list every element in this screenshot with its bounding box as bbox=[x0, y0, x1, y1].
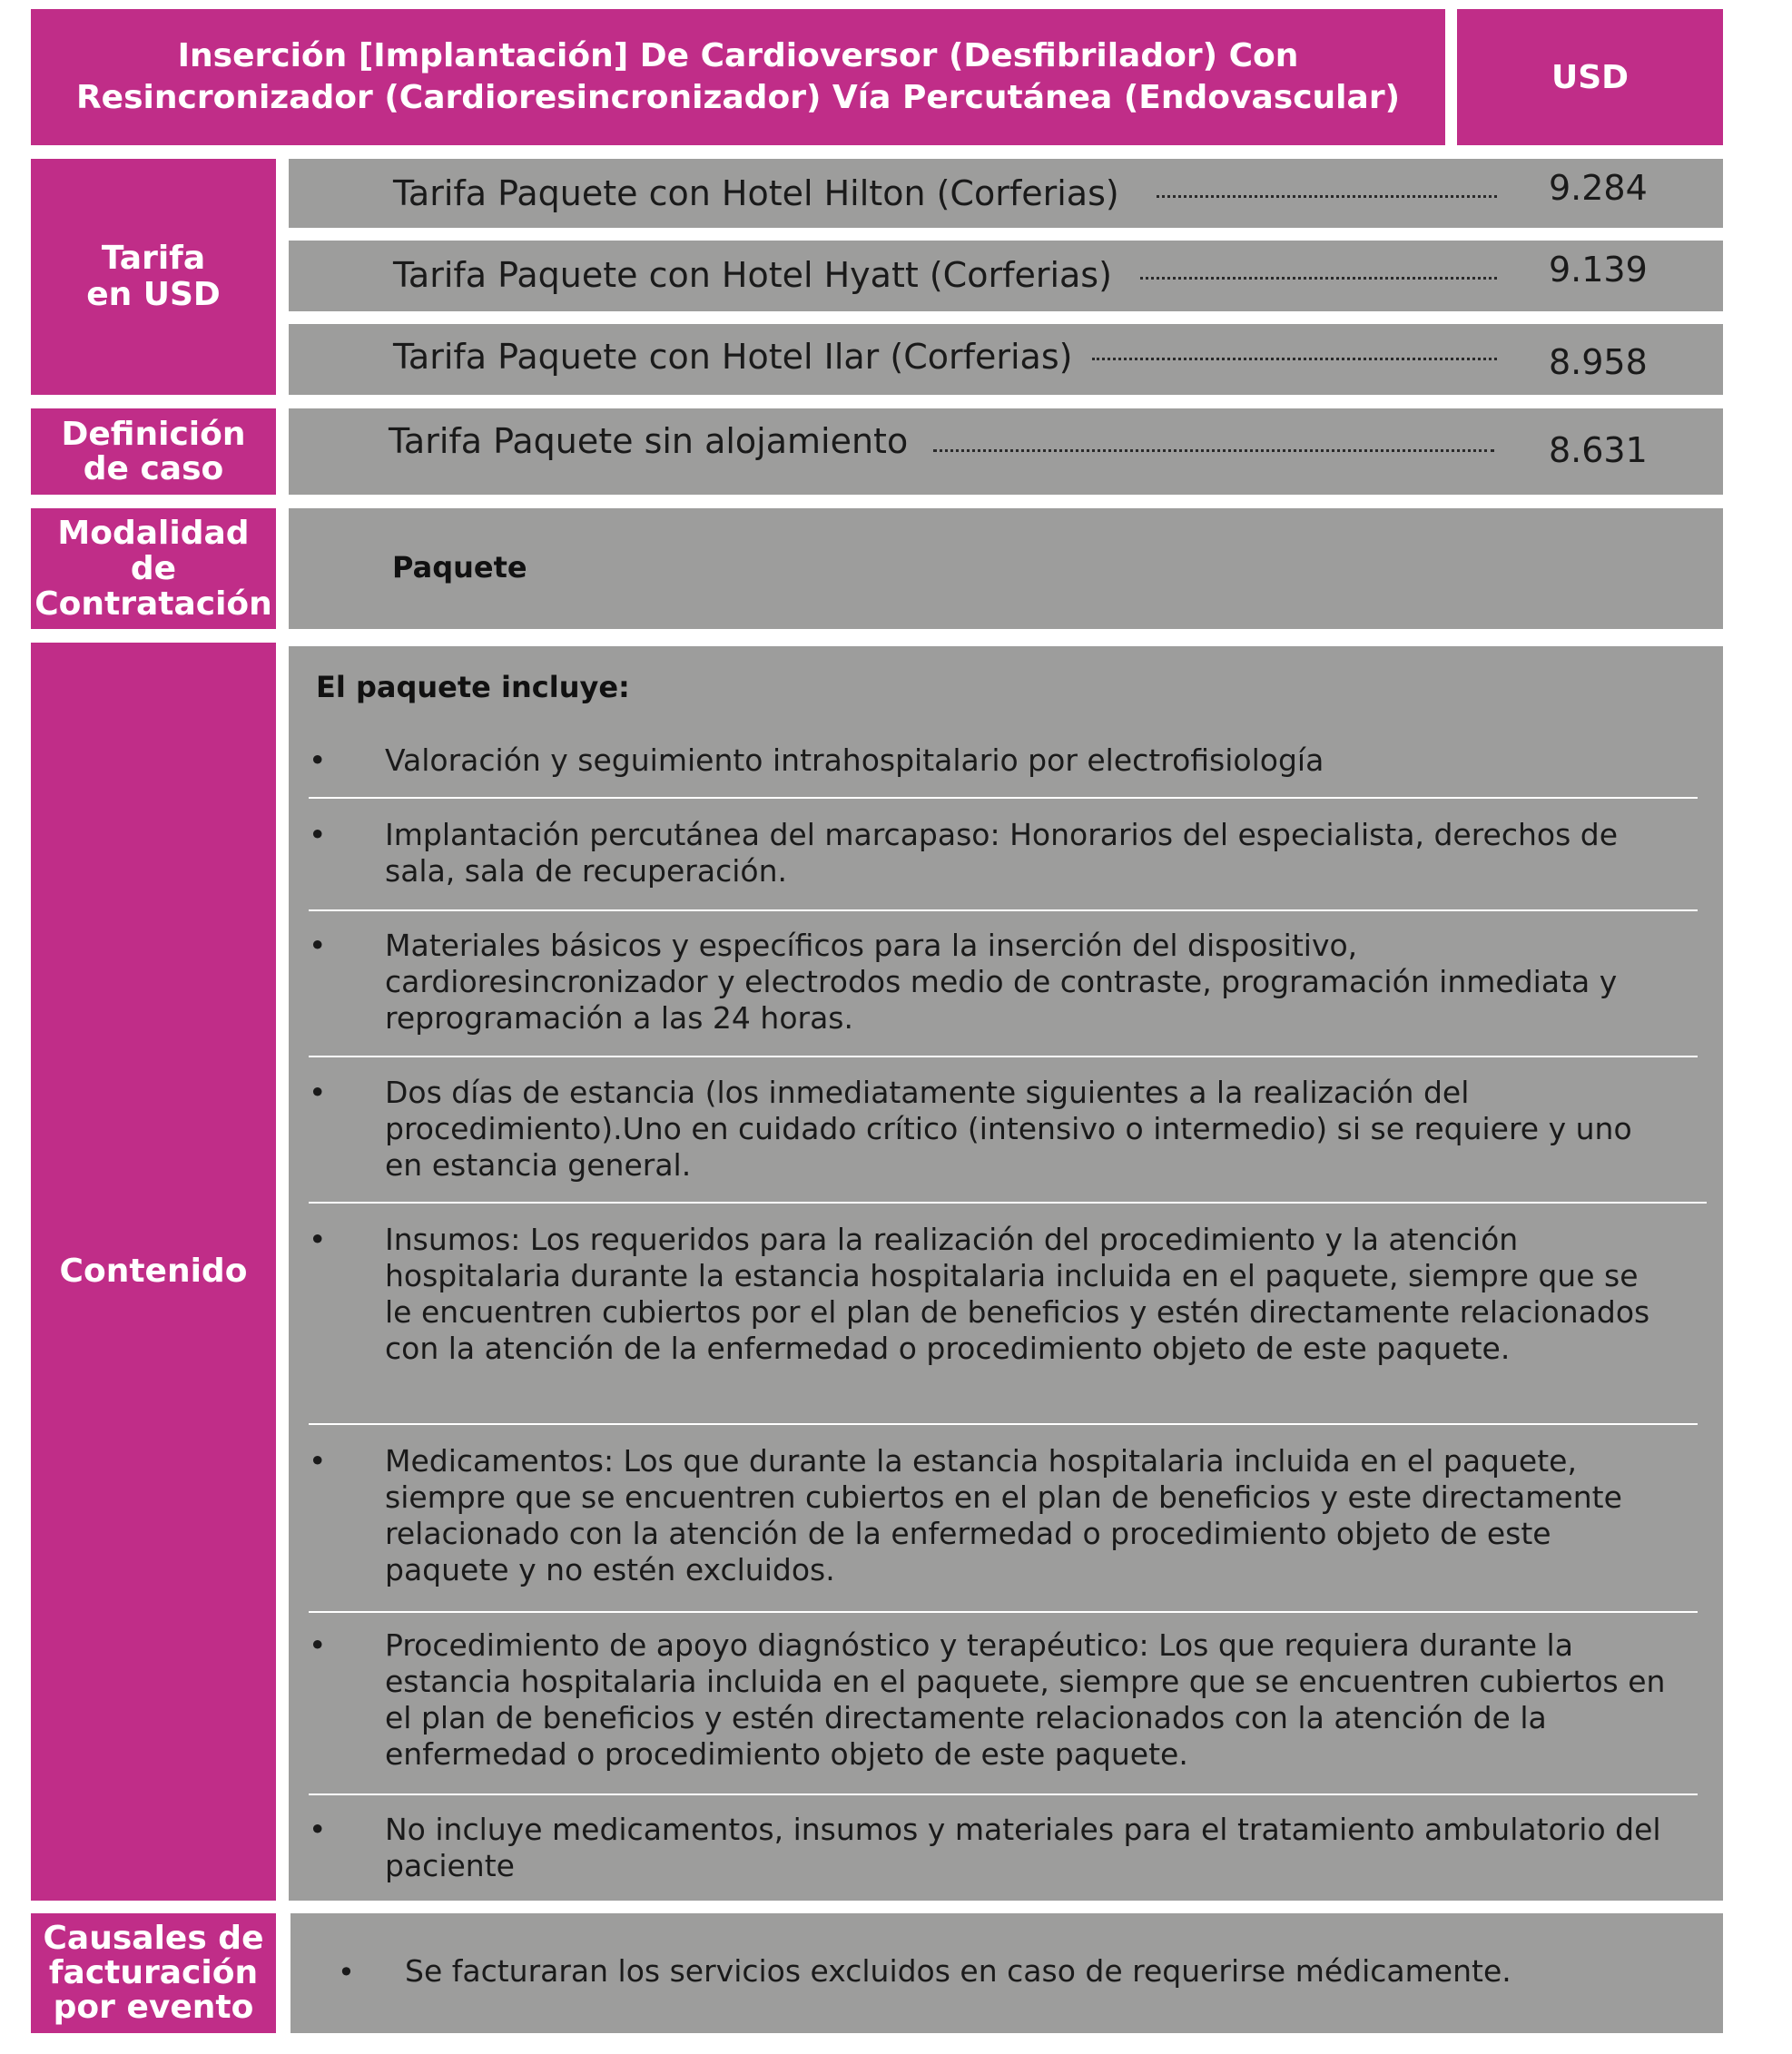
definicion-label-cell bbox=[31, 408, 276, 495]
dotted-leader bbox=[933, 449, 1494, 452]
causales-text: Se facturaran los servicios excluidos en caso de requerirse médicamente. bbox=[405, 1953, 1511, 1989]
rate-value: 8.631 bbox=[1549, 430, 1648, 470]
header-title-cell bbox=[31, 9, 1445, 145]
modalidad-value: Paquete bbox=[392, 550, 527, 585]
rate-label: Tarifa Paquete con Hotel Hyatt (Corferias) bbox=[393, 255, 1112, 295]
header-currency-cell bbox=[1457, 9, 1723, 145]
dotted-leader bbox=[1157, 195, 1497, 198]
rate-value: 9.139 bbox=[1549, 250, 1648, 290]
list-item-text: Implantación percutánea del marcapaso: Honorarios del especialista, derechos de sala, sala de recuperación. bbox=[385, 817, 1619, 889]
contenido-label-cell bbox=[31, 643, 276, 1901]
currency-label: USD bbox=[1551, 58, 1630, 96]
modalidad-label: Modalidad de Contratación bbox=[34, 515, 272, 623]
dotted-leader bbox=[1092, 358, 1497, 360]
bullet-icon: • bbox=[309, 1627, 327, 1663]
divider bbox=[309, 797, 1698, 799]
tarifa-label: Tarifa en USD bbox=[86, 240, 221, 313]
bullet-icon: • bbox=[338, 1955, 355, 1990]
bullet-icon: • bbox=[309, 1443, 327, 1479]
causales-panel bbox=[290, 1913, 1723, 2033]
rate-label: Tarifa Paquete con Hotel Ilar (Corferias) bbox=[393, 337, 1073, 377]
dotted-leader bbox=[1140, 277, 1497, 280]
rate-value: 8.958 bbox=[1549, 342, 1648, 382]
rate-row-hilton bbox=[289, 159, 1723, 228]
divider bbox=[309, 1794, 1698, 1795]
list-item-text: Valoración y seguimiento intrahospitalario por electrofisiología bbox=[385, 742, 1324, 778]
modalidad-label-cell bbox=[31, 508, 276, 629]
bullet-icon: • bbox=[309, 1812, 327, 1847]
rate-row-hyatt bbox=[289, 241, 1723, 311]
rate-row-ilar bbox=[289, 324, 1723, 395]
bullet-icon: • bbox=[309, 1222, 327, 1257]
contenido-heading: El paquete incluye: bbox=[316, 670, 630, 704]
definicion-label: Definición de caso bbox=[61, 415, 246, 487]
rate-label: Tarifa Paquete con Hotel Hilton (Corferias) bbox=[393, 173, 1119, 213]
list-item-text: Medicamentos: Los que durante la estancia hospitalaria incluida en el paquete, siempre que se encuentren cubiertos en el plan de beneficios y este directamente relacionado con la atención de la enfermedad o procedimiento objeto de este paquete y no estén excluidos. bbox=[385, 1443, 1622, 1587]
contenido-label: Contenido bbox=[59, 1253, 248, 1290]
bullet-icon: • bbox=[309, 1075, 327, 1110]
list-item-text: Insumos: Los requeridos para la realización del procedimiento y la atención hospitalaria durante la estancia hospitalaria incluida en el paquete, siempre que se le encuentren cubiertos por el plan de beneficios y estén directamente relacionados con la atención de la enfermedad o procedimiento objeto de este paquete. bbox=[385, 1222, 1650, 1366]
list-item-text: No incluye medicamentos, insumos y materiales para el tratamiento ambulatorio del paciente bbox=[385, 1812, 1661, 1883]
rate-row-sin-alojamiento bbox=[289, 408, 1723, 495]
modalidad-value-cell bbox=[289, 508, 1723, 629]
divider bbox=[309, 909, 1698, 911]
divider bbox=[309, 1202, 1707, 1204]
causales-label: Causales de facturación por evento bbox=[43, 1920, 264, 2026]
page-title: Inserción [Implantación] De Cardioversor (Desfibrilador) Con Resincronizador (Cardioresincronizador) Vía Percutánea (Endovascular) bbox=[75, 37, 1401, 116]
divider bbox=[309, 1611, 1698, 1613]
divider bbox=[309, 1056, 1698, 1057]
bullet-icon: • bbox=[309, 817, 327, 852]
rate-label: Tarifa Paquete sin alojamiento bbox=[389, 421, 909, 461]
bullet-icon: • bbox=[309, 742, 327, 778]
divider bbox=[309, 1423, 1698, 1425]
list-item-text: Materiales básicos y específicos para la inserción del dispositivo, cardioresincronizador y electrodos medio de contraste, programación inmediata y reprogramación a las 24 horas. bbox=[385, 928, 1618, 1036]
list-item-text: Procedimiento de apoyo diagnóstico y terapéutico: Los que requiera durante la estancia hospitalaria incluida en el paquete, siempre que se encuentren cubiertos en el plan de beneficios y estén directamente relacionados con la atención de la enfermedad o procedimiento objeto de este paquete. bbox=[385, 1627, 1666, 1772]
causales-label-cell bbox=[31, 1913, 276, 2033]
list-item-text: Dos días de estancia (los inmediatamente siguientes a la realización del procedimiento).Uno en cuidado crítico (intensivo o intermedio) si se requiere y uno en estancia general. bbox=[385, 1075, 1632, 1183]
bullet-icon: • bbox=[309, 928, 327, 963]
rate-value: 9.284 bbox=[1549, 168, 1648, 208]
tarifa-label-cell bbox=[31, 159, 276, 395]
